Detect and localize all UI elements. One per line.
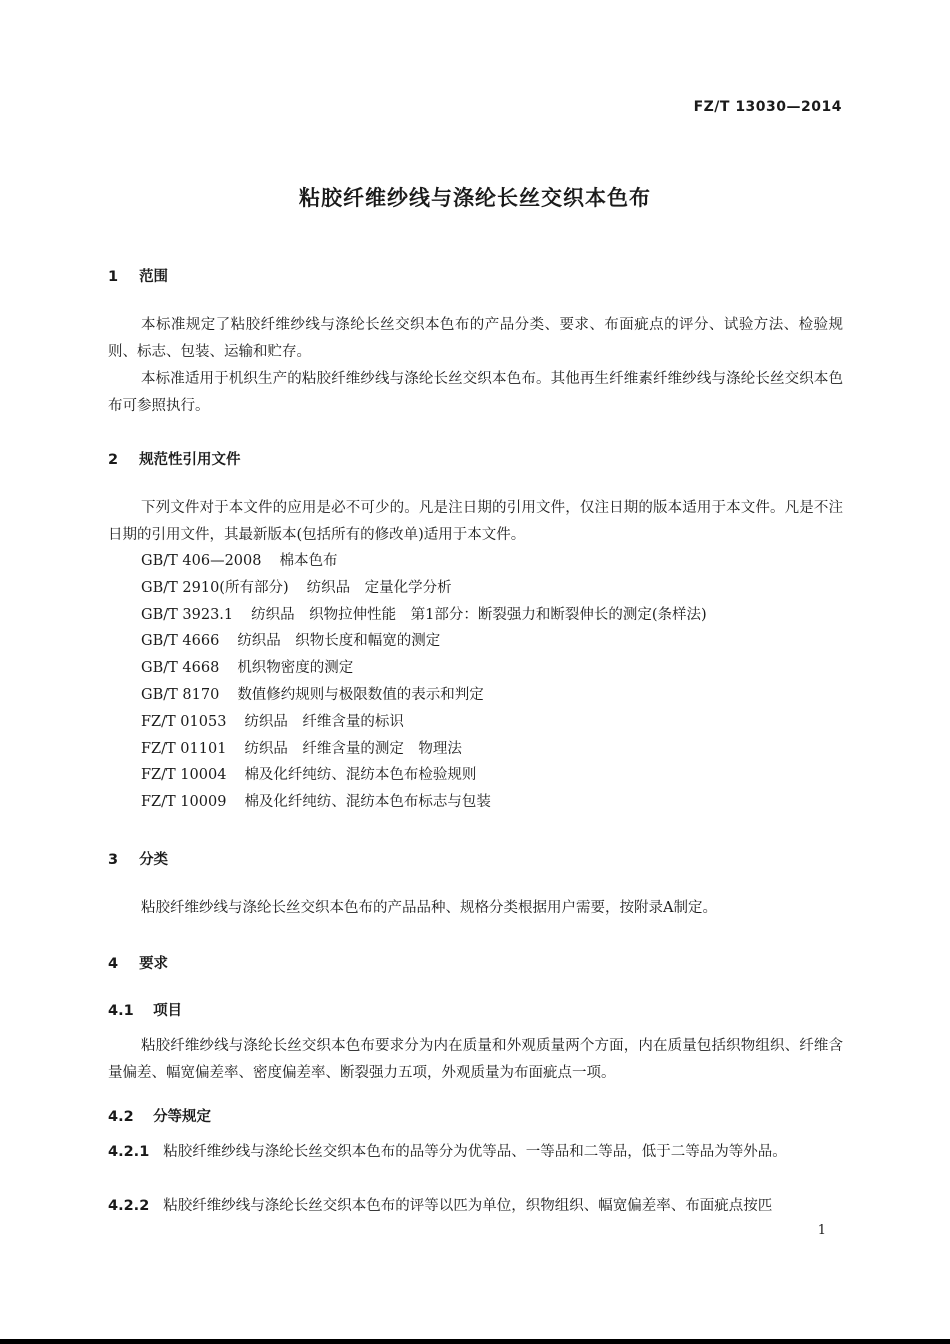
reference-code: GB/T 406—2008 [141, 553, 262, 569]
reference-item [141, 628, 707, 655]
clause-number: 4.2.1 [108, 1144, 150, 1160]
reference-item [141, 789, 707, 816]
section-4-1-heading [108, 999, 182, 1020]
section-1-paragraph-2: 本标准适用于机织生产的粘胶纤维纱线与涤纶长丝交织本色布。其他再生纤维素纤维纱线与涤纶长丝交织本色布可参照执行。 [108, 371, 843, 414]
clause-number: 4.2.2 [108, 1198, 150, 1214]
section-3-heading [108, 848, 168, 869]
reference-name: 纺织品 织物拉伸性能 第1部分：断裂强力和断裂伸长的测定(条样法) [251, 606, 707, 623]
reference-item [141, 736, 707, 763]
section-number: 4 [108, 956, 119, 972]
section-1-heading [108, 265, 168, 286]
section-title: 分等规定 [153, 1109, 212, 1125]
reference-name: 数值修约规则与极限数值的表示和判定 [237, 686, 484, 703]
standard-number: FZ/T 13030—2014 [693, 99, 842, 115]
section-number: 1 [108, 269, 119, 285]
section-number: 4.1 [108, 1003, 134, 1019]
section-title: 规范性引用文件 [139, 452, 241, 468]
section-number: 4.2 [108, 1109, 134, 1125]
reference-code: FZ/T 10004 [141, 767, 227, 784]
section-number: 2 [108, 452, 119, 468]
reference-item [141, 709, 707, 736]
section-title: 项目 [153, 1003, 183, 1019]
section-2-intro: 下列文件对于本文件的应用是必不可少的。凡是注日期的引用文件，仅注日期的版本适用于本文件。凡是不注日期的引用文件，其最新版本(包括所有的修改单)适用于本文件。 [108, 500, 843, 543]
reference-item [141, 575, 707, 602]
section-4-heading [108, 952, 168, 973]
reference-code: GB/T 3923.1 [141, 606, 234, 623]
reference-name: 棉及化纤纯纺、混纺本色布检验规则 [244, 767, 477, 784]
page-bottom-rule [0, 1339, 950, 1344]
document-title: 粘胶纤维纱线与涤纶长丝交织本色布 [299, 186, 651, 210]
section-title: 分类 [139, 852, 169, 868]
reference-name: 机织物密度的测定 [237, 660, 354, 677]
reference-name: 棉本色布 [279, 553, 338, 569]
reference-name: 纺织品 定量化学分析 [306, 579, 452, 596]
reference-code: FZ/T 01053 [141, 713, 227, 730]
clause-text: 粘胶纤维纱线与涤纶长丝交织本色布的品等分为优等品、一等品和二等品，低于二等品为等外品。 [163, 1144, 787, 1160]
reference-code: GB/T 2910(所有部分) [141, 579, 289, 596]
reference-list [141, 548, 707, 816]
section-title: 范围 [139, 269, 169, 285]
reference-code: GB/T 8170 [141, 686, 220, 703]
reference-code: FZ/T 01101 [141, 740, 227, 757]
section-1-paragraph-1: 本标准规定了粘胶纤维纱线与涤纶长丝交织本色布的产品分类、要求、布面疵点的评分、试验方法、检验规则、标志、包装、运输和贮存。 [108, 317, 843, 360]
reference-name: 纺织品 织物长度和幅宽的测定 [237, 633, 441, 650]
reference-item [141, 682, 707, 709]
reference-name: 纺织品 纤维含量的标识 [244, 713, 404, 730]
reference-code: FZ/T 10009 [141, 794, 227, 811]
section-2-heading [108, 448, 241, 469]
section-title: 要求 [139, 956, 169, 972]
section-4-2-heading [108, 1105, 211, 1126]
reference-item [141, 762, 707, 789]
page-number: 1 [817, 1223, 826, 1238]
clause-4-2-2 [108, 1193, 843, 1220]
reference-item [141, 548, 707, 575]
clause-4-2-1 [108, 1139, 843, 1166]
reference-code: GB/T 4668 [141, 660, 220, 677]
section-4-1-paragraph: 粘胶纤维纱线与涤纶长丝交织本色布要求分为内在质量和外观质量两个方面，内在质量包括织物组织、纤维含量偏差、幅宽偏差率、密度偏差率、断裂强力五项，外观质量为布面疵点一项。 [108, 1038, 843, 1081]
clause-text: 粘胶纤维纱线与涤纶长丝交织本色布的评等以匹为单位，织物组织、幅宽偏差率、布面疵点按匹 [163, 1198, 773, 1214]
reference-item [141, 655, 707, 682]
reference-item [141, 602, 707, 629]
reference-code: GB/T 4666 [141, 633, 220, 650]
reference-name: 棉及化纤纯纺、混纺本色布标志与包装 [244, 794, 491, 811]
section-number: 3 [108, 852, 119, 868]
section-3-paragraph: 粘胶纤维纱线与涤纶长丝交织本色布的产品品种、规格分类根据用户需要，按附录A制定。 [141, 900, 717, 916]
reference-name: 纺织品 纤维含量的测定 物理法 [244, 740, 462, 757]
